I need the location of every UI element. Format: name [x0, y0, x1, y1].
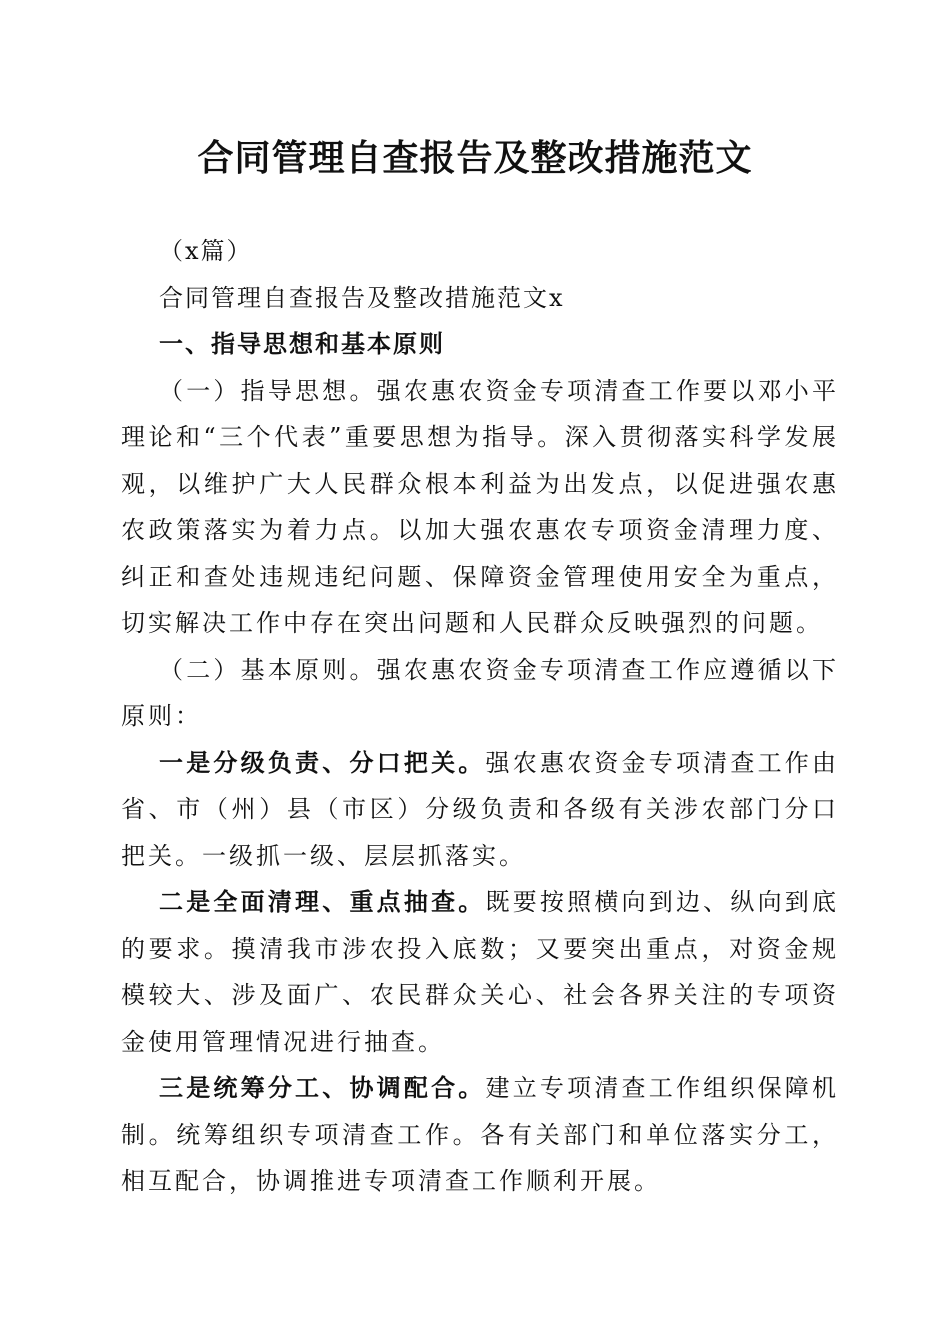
document-title: 合同管理自查报告及整改措施范文: [197, 137, 753, 179]
paragraph-guiding-ideology: [121, 368, 839, 647]
paragraph-body: 强农惠农资金专项清查工作要以邓小平理论和“三个代表”重要思想为指导。深入贯彻落实科学发展观，以维护广大人民群众根本利益为出发点，以促进强农惠农政策落实为着力点。以加大强农惠农专项资金清理力度、纠正和查处违规违纪问题、保障资金管理使用安全为重点，切实解决工作中存在突出问题和人民群众反映强烈的问题。: [121, 376, 840, 637]
section-heading-1: 一、指导思想和基本原则: [159, 329, 445, 358]
document-body: [121, 228, 839, 1205]
paragraph-body: 建立专项清查工作组织保障机制。统筹组织专项清查工作。各有关部门和单位落实分工，相互配合，协调推进专项清查工作顺利开展。: [121, 1074, 839, 1195]
paragraph-body: 既要按照横向到边、纵向到底的要求。摸清我市涉农投入底数；又要突出重点，对资金规模较大、涉及面广、农民群众关心、社会各界关注的专项资金使用管理情况进行抽查。: [121, 888, 839, 1056]
paragraph-lead: 一是分级负责、分口把关。: [159, 747, 486, 777]
paragraph-body: 强农惠农资金专项清查工作应遵循以下原则：: [121, 655, 840, 730]
paragraph-principle-3: [121, 1065, 839, 1205]
paragraph-lead: 三是统筹分工、协调配合。: [159, 1073, 486, 1102]
paragraph-principle-1: [121, 740, 839, 880]
paragraph-lead: （一）指导思想。: [159, 376, 377, 405]
paragraph-lead: （二）基本原则。: [159, 655, 377, 684]
edition-note: （x篇）: [159, 237, 253, 265]
paragraph-body: 强农惠农资金专项清查工作由省、市（州）县（市区）分级负责和各级有关涉农部门分口把关。一级抓一级、层层抓落实。: [121, 748, 839, 870]
paragraph-lead: 二是全面清理、重点抽查。: [159, 887, 486, 916]
paragraph-basic-principles: [121, 647, 839, 740]
document-subtitle: 合同管理自查报告及整改措施范文x: [159, 283, 565, 312]
paragraph-principle-2: [121, 879, 839, 1065]
